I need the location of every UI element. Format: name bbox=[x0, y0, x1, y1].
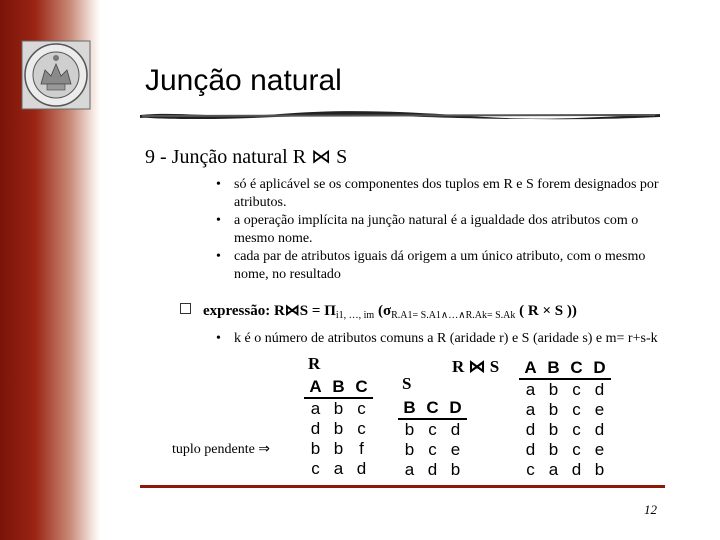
table-cell: a bbox=[548, 460, 559, 479]
bottom-rule bbox=[140, 485, 665, 488]
column-header: B bbox=[327, 376, 350, 398]
table-cell: c bbox=[428, 420, 437, 439]
column-header: C bbox=[421, 397, 444, 419]
table-cell: c bbox=[572, 380, 581, 399]
table-cell: b bbox=[404, 440, 415, 459]
table-row bbox=[304, 398, 373, 419]
table-header-row bbox=[304, 376, 373, 398]
expression-rest: ( R × S )) bbox=[515, 303, 577, 319]
bullet-item: • cada par de atributos iguais dá origem a um único atributo, com o mesmo nome, no resultado bbox=[216, 249, 646, 282]
section-heading: 9 - Junção natural R ⋈ S bbox=[145, 146, 348, 168]
table-cell: d bbox=[427, 460, 438, 479]
column-header: C bbox=[565, 357, 588, 379]
column-header: D bbox=[444, 397, 467, 419]
table-row bbox=[519, 420, 611, 440]
bullet-dot-icon: • bbox=[216, 213, 221, 228]
university-seal-logo bbox=[21, 40, 91, 110]
table-row bbox=[519, 379, 611, 400]
table-cell: c bbox=[357, 419, 366, 438]
result-table bbox=[519, 357, 611, 480]
bullet-item: • só é aplicável se os componentes dos tuplos em R e S forem designados por atributos. bbox=[216, 177, 659, 210]
table-cell: d bbox=[525, 440, 536, 459]
table-row bbox=[519, 440, 611, 460]
table-cell: a bbox=[525, 380, 536, 399]
table-cell: a bbox=[404, 460, 415, 479]
table-cell: b bbox=[548, 400, 559, 419]
relation-s-table bbox=[398, 397, 467, 480]
pending-tuple-label: tuplo pendente ⇒ bbox=[172, 442, 271, 457]
table-cell: d bbox=[571, 460, 582, 479]
table-cell: e bbox=[450, 440, 461, 459]
table-cell: e bbox=[594, 440, 605, 459]
column-header: A bbox=[519, 357, 542, 379]
relation-s-name: S bbox=[402, 374, 412, 393]
table-cell: d bbox=[525, 420, 536, 439]
table-header-row bbox=[519, 357, 611, 379]
bullet-list bbox=[216, 176, 666, 284]
relation-r-name: R bbox=[308, 354, 321, 373]
relation-s-table-wrap bbox=[398, 397, 467, 480]
table-cell: c bbox=[526, 460, 535, 479]
relation-r-table bbox=[304, 376, 373, 479]
expression-lhs: R⋈S = Π bbox=[273, 303, 336, 319]
table-cell: d bbox=[594, 420, 605, 439]
table-cell: f bbox=[359, 439, 364, 458]
expression-line bbox=[180, 301, 577, 321]
bullet-dot-icon: • bbox=[216, 249, 221, 264]
table-row bbox=[304, 419, 373, 439]
table-row bbox=[519, 460, 611, 480]
table-cell: b bbox=[548, 440, 559, 459]
table-row bbox=[519, 400, 611, 420]
square-bullet-icon bbox=[180, 303, 191, 314]
table-cell: c bbox=[572, 440, 581, 459]
column-header: B bbox=[398, 397, 421, 419]
table-cell: c bbox=[428, 440, 437, 459]
table-cell: b bbox=[450, 460, 461, 479]
table-row bbox=[398, 460, 467, 480]
table-row bbox=[304, 459, 373, 479]
table-cell: c bbox=[572, 400, 581, 419]
table-cell: a bbox=[310, 399, 321, 418]
table-cell: e bbox=[594, 400, 605, 419]
projection-subscript: i1, …, im bbox=[335, 310, 375, 321]
bullet-item: • a operação implícita na junção natural é a igualdade dos atributos com o mesmo nome. bbox=[216, 213, 639, 246]
table-cell: d bbox=[356, 459, 367, 478]
table-cell: b bbox=[333, 419, 344, 438]
table-cell: c bbox=[311, 459, 320, 478]
title-underline-stroke bbox=[140, 108, 660, 122]
table-cell: c bbox=[572, 420, 581, 439]
table-cell: b bbox=[404, 420, 415, 439]
page-number: 12 bbox=[644, 502, 657, 517]
table-cell: a bbox=[525, 400, 536, 419]
selection-symbol: (σ bbox=[374, 303, 392, 319]
result-relation-name: R ⋈ S bbox=[452, 357, 500, 376]
table-row bbox=[398, 440, 467, 460]
table-cell: b bbox=[594, 460, 605, 479]
bullet-dot-icon: • bbox=[216, 331, 221, 346]
table-cell: d bbox=[450, 420, 461, 439]
table-cell: a bbox=[333, 459, 344, 478]
slide-title: Junção natural bbox=[145, 64, 342, 97]
result-table-wrap bbox=[519, 357, 611, 480]
table-cell: d bbox=[594, 380, 605, 399]
column-header: B bbox=[542, 357, 565, 379]
bullet-item-arity: • k é o número de atributos comuns a R (aridade r) e S (aridade s) e m= r+s-k bbox=[216, 331, 658, 346]
table-cell: b bbox=[333, 399, 344, 418]
column-header: C bbox=[350, 376, 373, 398]
table-cell: b bbox=[333, 439, 344, 458]
table-row bbox=[304, 439, 373, 459]
table-header-row bbox=[398, 397, 467, 419]
table-cell: b bbox=[548, 380, 559, 399]
column-header: A bbox=[304, 376, 327, 398]
selection-subscript: R.A1= S.A1∧…∧R.Ak= S.Ak bbox=[391, 310, 516, 321]
column-header: D bbox=[588, 357, 611, 379]
table-cell: d bbox=[310, 419, 321, 438]
relation-r-table-wrap bbox=[304, 376, 373, 479]
expression-label: expressão: bbox=[203, 303, 271, 319]
table-cell: b bbox=[548, 420, 559, 439]
table-cell: b bbox=[310, 439, 321, 458]
table-row bbox=[398, 419, 467, 440]
bullet-dot-icon: • bbox=[216, 177, 221, 192]
table-cell: c bbox=[357, 399, 366, 418]
